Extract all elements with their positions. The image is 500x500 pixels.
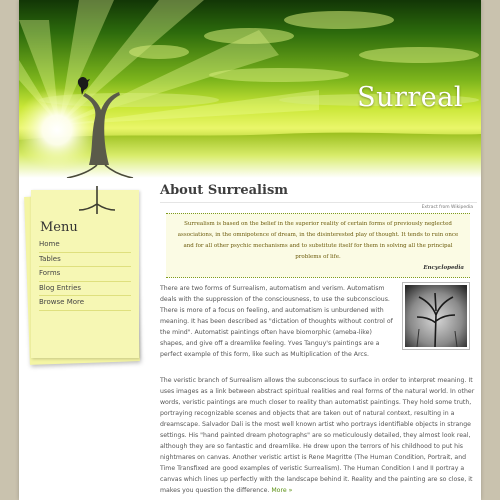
tree-roots-icon — [77, 186, 117, 216]
menu-title: Menu — [40, 220, 78, 235]
menu-item-home[interactable]: Home — [39, 238, 131, 253]
quote-text: Surrealism is based on the belief in the superior reality of certain forms of previously neglected associations, in the omnipotence of dream, in the disinterested play of thought. It tends to ruin once and for all other psychic mechanisms and to substitute itself for them in solving all the principal problems of life. — [177, 221, 459, 260]
quote-box — [166, 213, 470, 278]
paragraph-automatism: There are two forms of Surrealism, automatism and verism. Automatism deals with the suppression of the consciousness, to use the subconscious. There is more of a focus on feeling, and automatism is unburdened with meaning. It has been described as "dictation of thoughts without control of the mind". Automatist paintings often have biomorphic (ameba-like) shapes, and give off a dreamlike feeling. Yves Tanguy's paintings are a perfect example of this form, like such as Multiplication of the Arcs. — [160, 285, 393, 358]
more-link[interactable]: More » — [271, 487, 293, 494]
extract-note: Extract from Wikipedia — [421, 205, 473, 210]
main-content — [160, 183, 477, 494]
paragraph-verism-text: The veristic branch of Surrealism allows the subconscious to surface in order to interpret meaning. It uses images as a link between abstract spiritual realities and real forms of the natural world. In other words, veristic paintings are much closer to reality than automatist paintings. They hold some truth, portraying recognizable scenes and objects that are taken out of natural context, resulting in a dreamscape. Salvador Dali is the most well known artist who portrays identifiable objects in strange settings. His "hand painted dream photographs" are so meticulously detailed, they almost look real, although they are so fantastic and dreamlike. He drew upon the terrors of his childhood to put his nightmares on canvas. Another veristic artist is Rene Magritte (The Human Condition, Portrait, and Time Transfixed are good examples of veristic Surrealism). The Human Condition I and II portray a canvas which lines up perfectly with the landscape behind it. Reality and the painting are so close, it makes you question the difference. — [160, 377, 475, 494]
site-title[interactable]: Surreal — [357, 82, 463, 113]
menu-item-tables[interactable]: Tables — [39, 253, 131, 268]
sidebar-menu — [31, 190, 139, 358]
menu-list — [39, 238, 131, 311]
menu-item-browse-more[interactable]: Browse More — [39, 296, 131, 311]
menu-item-blog-entries[interactable]: Blog Entries — [39, 282, 131, 297]
dark-tree-painting-icon — [405, 285, 467, 347]
menu-item-forms[interactable]: Forms — [39, 267, 131, 282]
painting-thumbnail[interactable] — [402, 282, 470, 350]
paragraph-verism — [160, 375, 476, 496]
header-banner — [19, 0, 481, 178]
quote-source: Encyclopedia — [423, 265, 464, 271]
page-title: About Surrealism — [160, 183, 477, 203]
page-container — [19, 0, 481, 500]
